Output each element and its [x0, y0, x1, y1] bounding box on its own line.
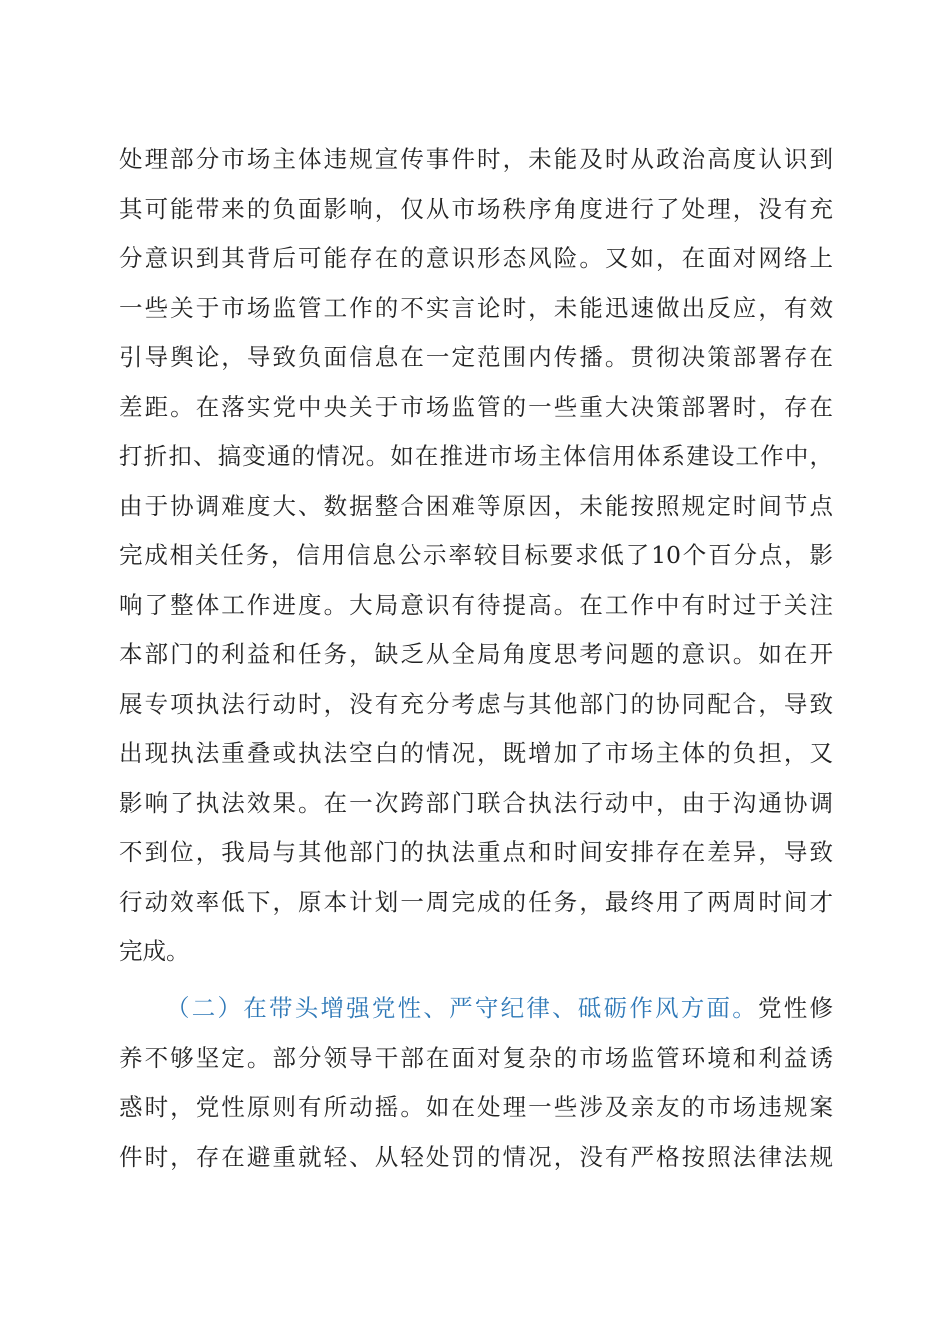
section-heading: （二）在带头增强党性、严守纪律、砥砺作风方面。	[166, 994, 759, 1022]
section-heading-line	[119, 984, 833, 1034]
body-paragraph-1	[119, 135, 833, 977]
text-line: 不到位，我局与其他部门的执法重点和时间安排存在差异，导致	[119, 838, 833, 866]
text-line: 养不够坚定。部分领导干部在面对复杂的市场监管环境和利益诱	[119, 1043, 833, 1072]
text-line: 响了整体工作进度。大局意识有待提高。在工作中有时过于关注	[119, 590, 833, 619]
text-line: 展专项执法行动时，没有充分考虑与其他部门的协同配合，导致	[119, 689, 833, 718]
text-line: 打折扣、搞变通的情况。如在推进市场主体信用体系建设工作中，	[119, 442, 833, 470]
heading-line-rest: 党性修	[758, 994, 834, 1022]
text-line: 件时，存在避重就轻、从轻处罚的情况，没有严格按照法律法规	[119, 1142, 833, 1171]
text-line: 本部门的利益和任务，缺乏从全局角度思考问题的意识。如在开	[119, 640, 833, 668]
text-line: 行动效率低下，原本计划一周完成的任务，最终用了两周时间才	[119, 887, 833, 916]
text-line: 影响了执法效果。在一次跨部门联合执法行动中，由于沟通协调	[119, 788, 833, 817]
text-line: 一些关于市场监管工作的不实言论时，未能迅速做出反应，有效	[119, 293, 833, 322]
text-line: 其可能带来的负面影响，仅从市场秩序角度进行了处理，没有充	[119, 194, 833, 223]
text-line: 由于协调难度大、数据整合困难等原因，未能按照规定时间节点	[119, 491, 833, 520]
text-line: 分意识到其背后可能存在的意识形态风险。又如，在面对网络上	[119, 244, 833, 272]
text-line: 差距。在落实党中央关于市场监管的一些重大决策部署时，存在	[119, 392, 833, 421]
text-line: 处理部分市场主体违规宣传事件时，未能及时从政治高度认识到	[119, 145, 833, 173]
text-line: 完成。	[119, 937, 190, 965]
body-paragraph-2	[119, 984, 833, 1182]
text-line: 出现执法重叠或执法空白的情况，既增加了市场主体的负担，又	[119, 739, 833, 767]
text-line: 惑时，党性原则有所动摇。如在处理一些涉及亲友的市场违规案	[119, 1093, 833, 1121]
text-line: 完成相关任务，信用信息公示率较目标要求低了10个百分点，影	[119, 541, 833, 569]
text-line: 引导舆论，导致负面信息在一定范围内传播。贯彻决策部署存在	[119, 343, 833, 371]
